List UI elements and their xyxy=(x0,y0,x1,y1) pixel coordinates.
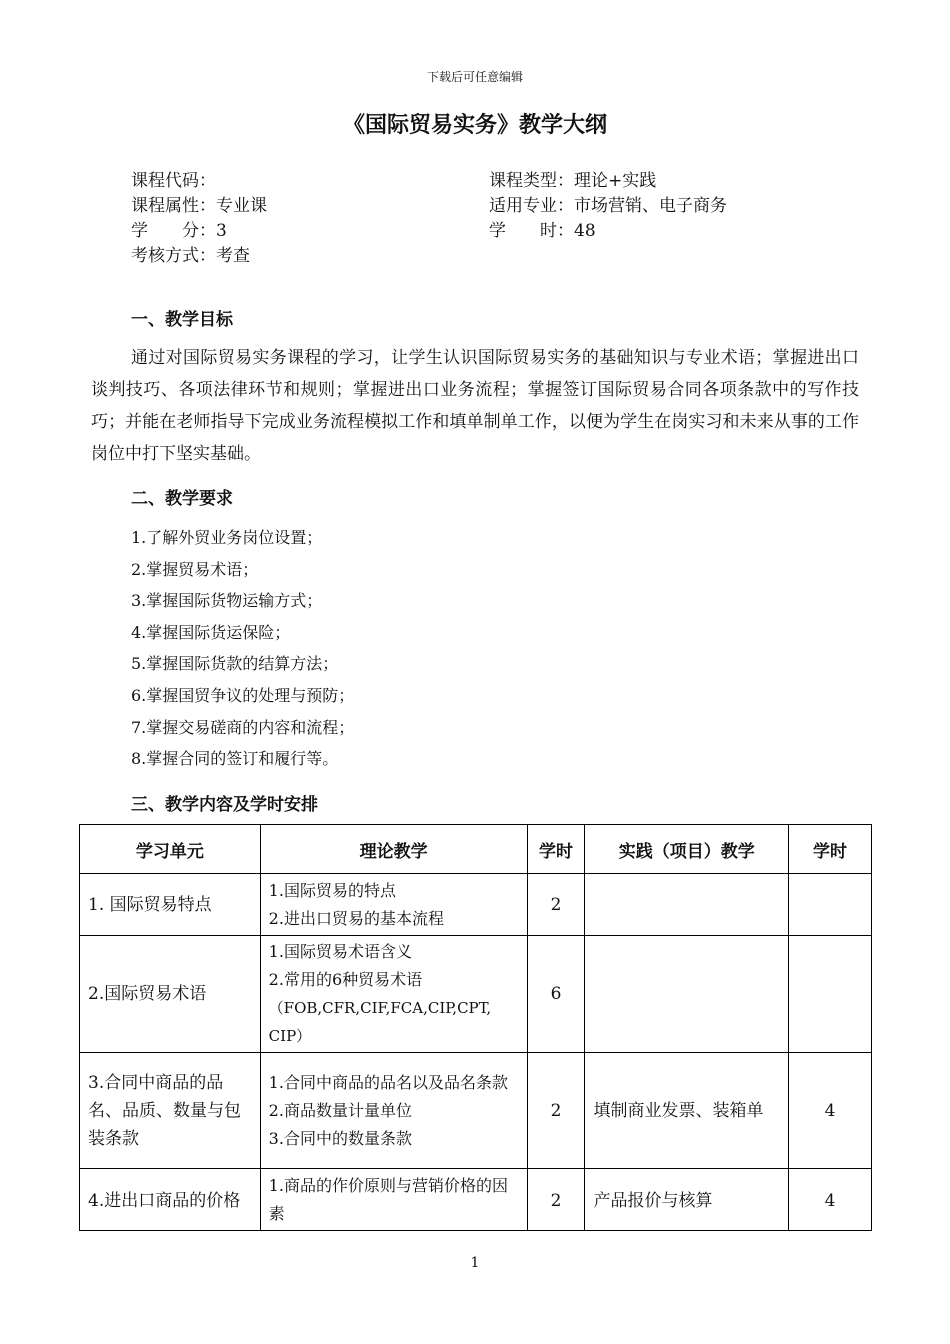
course-credits: 学 分：3 xyxy=(131,221,227,241)
header-theory: 理论教学 xyxy=(260,825,527,874)
theory-cell xyxy=(260,874,527,936)
schedule-table xyxy=(79,824,872,1231)
course-code: 课程代码： xyxy=(131,171,216,191)
unit-cell: 3.合同中商品的品名、品质、数量与包装条款 xyxy=(80,1053,261,1169)
theory-line: 1.国际贸易的特点 xyxy=(268,880,396,900)
list-item: 7.掌握交易磋商的内容和流程； xyxy=(131,717,355,737)
unit-cell: 4.进出口商品的价格 xyxy=(80,1169,261,1231)
theory-line: 1.合同中商品的品名以及品名条款 xyxy=(268,1072,508,1092)
theory-line: （FOB,CFR,CIF,FCA,CIP,CPT, xyxy=(268,999,492,1017)
practice-hours-cell xyxy=(789,874,872,936)
page-number: 1 xyxy=(470,1255,480,1271)
theory-line: CIP） xyxy=(268,1027,312,1045)
header-note: 下载后可任意编辑 xyxy=(426,70,523,84)
practice-cell xyxy=(585,936,789,1053)
theory-hours-cell: 6 xyxy=(527,936,585,1053)
assessment-method: 考核方式：考查 xyxy=(131,246,250,266)
requirements-heading: 二、教学要求 xyxy=(131,489,233,509)
goal-paragraph: 通过对国际贸易实务课程的学习，让学生认识国际贸易实务的基础知识与专业术语；掌握进出口谈判技巧、各项法律环节和规则；掌握进出口业务流程；掌握签订国际贸易合同各项条款中的写作技巧；并能在老师指导下完成业务流程模拟工作和填单制单工作，以便为学生在岗实习和未来从事的工作岗位中打下坚实基础。 xyxy=(91,348,859,464)
table-header-row xyxy=(80,825,872,874)
list-item: 8.掌握合同的签订和履行等。 xyxy=(131,749,339,769)
table-row xyxy=(80,1169,872,1231)
course-attribute: 课程属性：专业课 xyxy=(131,196,267,216)
header-unit: 学习单元 xyxy=(80,825,261,874)
requirements-list xyxy=(131,522,354,775)
theory-cell xyxy=(260,1169,527,1231)
theory-line: 1.国际贸易术语含义 xyxy=(268,942,412,961)
theory-cell xyxy=(260,936,527,1053)
practice-hours-cell: 4 xyxy=(789,1053,872,1169)
practice-cell xyxy=(585,874,789,936)
unit-cell: 2.国际贸易术语 xyxy=(80,936,261,1053)
list-item: 3.掌握国际货物运输方式； xyxy=(131,591,323,611)
list-item: 5.掌握国际货款的结算方法； xyxy=(131,654,339,674)
list-item: 1.了解外贸业务岗位设置； xyxy=(131,528,323,547)
theory-line: 2.商品数量计量单位 xyxy=(268,1100,412,1120)
table-row xyxy=(80,874,872,936)
theory-hours-cell: 2 xyxy=(527,1053,585,1169)
course-info-left xyxy=(131,169,267,269)
applicable-majors: 适用专业：市场营销、电子商务 xyxy=(489,196,727,216)
unit-cell: 1. 国际贸易特点 xyxy=(80,874,261,936)
header-practice: 实践（项目）教学 xyxy=(585,825,789,874)
goal-heading: 一、教学目标 xyxy=(131,310,233,330)
practice-cell: 产品报价与核算 xyxy=(585,1169,789,1231)
list-item: 4.掌握国际货运保险； xyxy=(131,622,291,642)
course-type: 课程类型：理论+实践 xyxy=(489,171,657,191)
table-row xyxy=(80,936,872,1053)
header-practice-hours: 学时 xyxy=(789,825,872,874)
document-title: 《国际贸易实务》教学大纲 xyxy=(342,112,607,138)
content-heading: 三、教学内容及学时安排 xyxy=(131,795,318,815)
list-item: 6.掌握国贸争议的处理与预防； xyxy=(131,685,355,705)
course-hours: 学 时：48 xyxy=(489,221,596,241)
theory-line: 2.常用的6种贸易术语 xyxy=(268,970,423,989)
theory-line: 3.合同中的数量条款 xyxy=(268,1128,412,1148)
list-item: 2.掌握贸易术语； xyxy=(131,559,259,579)
theory-line: 2.进出口贸易的基本流程 xyxy=(268,908,444,928)
course-info-right xyxy=(489,169,727,244)
theory-hours-cell: 2 xyxy=(527,1169,585,1231)
practice-hours-cell: 4 xyxy=(789,1169,872,1231)
practice-hours-cell xyxy=(789,936,872,1053)
theory-cell xyxy=(260,1053,527,1169)
practice-cell: 填制商业发票、装箱单 xyxy=(585,1053,789,1169)
theory-line: 1.商品的作价原则与营销价格的因素 xyxy=(268,1176,508,1223)
table-row xyxy=(80,1053,872,1169)
header-theory-hours: 学时 xyxy=(527,825,585,874)
theory-hours-cell: 2 xyxy=(527,874,585,936)
